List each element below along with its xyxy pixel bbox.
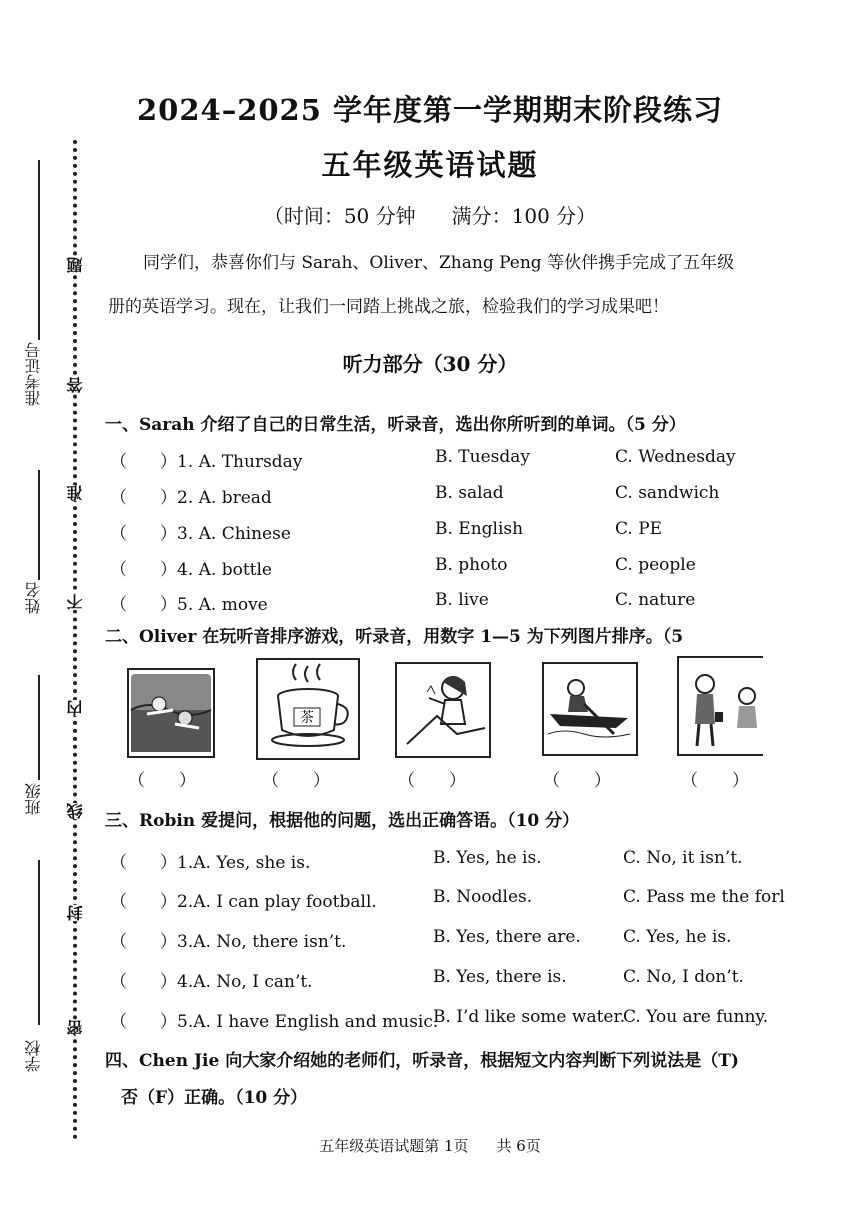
option-a[interactable]: ）3. A. Chinese (160, 524, 291, 544)
option-a[interactable]: ）1.A. Yes, she is. (160, 853, 311, 873)
answer-blank[interactable]: （ (110, 560, 127, 580)
picture-tea-cup (256, 658, 360, 760)
option-c[interactable]: C. Yes, he is. (623, 927, 732, 947)
part3-question-2 (110, 887, 785, 913)
page-footer (0, 1135, 860, 1156)
class-line (38, 675, 40, 780)
seal-char-4: 不 (66, 594, 85, 610)
name-label: 姓名 (24, 582, 43, 614)
part3-question-4 (110, 967, 770, 993)
order-answer-5[interactable]: （ ） (681, 771, 749, 791)
part2-title: 二、Oliver 在玩听音排序游戏，听录音，用数字 1—5 为下列图片排序。（5 (105, 627, 684, 647)
option-b[interactable]: B. live (435, 590, 489, 610)
part1-question-2 (110, 483, 770, 509)
option-b[interactable]: B. I’d like some water. (433, 1007, 626, 1027)
option-c[interactable]: C. Pass me the forl (623, 887, 785, 907)
option-b[interactable]: B. Yes, there are. (433, 927, 581, 947)
seal-char-5: 内 (66, 700, 85, 716)
option-c[interactable]: C. Wednesday (615, 447, 736, 467)
part3-question-5 (110, 1007, 770, 1033)
option-b[interactable]: B. photo (435, 555, 508, 575)
seal-char-6: 线 (66, 803, 85, 819)
option-a[interactable]: ）5. A. move (160, 595, 268, 615)
picture-swimming (127, 668, 215, 758)
option-a[interactable]: ）2. A. bread (160, 488, 272, 508)
exam-number-line (38, 160, 40, 340)
answer-blank[interactable]: （ (110, 972, 127, 992)
answer-blank[interactable]: （ (110, 1012, 127, 1032)
part1-title: 一、Sarah 介绍了自己的日常生活，听录音，选出你所听到的单词。（5 分） (105, 415, 686, 435)
option-b[interactable]: B. Tuesday (435, 447, 530, 467)
option-c[interactable]: C. No, it isn’t. (623, 848, 743, 868)
option-a[interactable]: ）1. A. Thursday (160, 452, 303, 472)
picture-rowing-boat (542, 662, 638, 756)
option-c[interactable]: C. You are funny. (623, 1007, 769, 1027)
part1-question-5 (110, 590, 770, 616)
name-line (38, 470, 40, 580)
option-c[interactable]: C. PE (615, 519, 663, 539)
answer-blank[interactable]: （ (110, 932, 127, 952)
part3-question-3 (110, 927, 770, 953)
answer-blank[interactable]: （ (110, 853, 127, 873)
answer-blank[interactable]: （ (110, 452, 127, 472)
seal-char-8: 密 (66, 1020, 85, 1036)
order-answer-2[interactable]: （ ） (262, 771, 330, 791)
intro-line-1: 同学们，恭喜你们与 Sarah、Oliver、Zhang Peng 等伙伴携手完成了五年级 (143, 253, 735, 273)
full-score: 满分：100 分） (451, 204, 597, 228)
seal-char-3: 准 (66, 485, 85, 501)
option-a[interactable]: ）3.A. No, there isn’t. (160, 932, 347, 952)
seal-char-1: 题 (66, 257, 85, 273)
part1-question-1 (110, 447, 770, 473)
order-answer-4[interactable]: （ ） (543, 771, 611, 791)
answer-blank[interactable]: （ (110, 524, 127, 544)
option-b[interactable]: B. Yes, he is. (433, 848, 542, 868)
listening-heading: 听力部分（30 分） (342, 352, 518, 376)
part4-title-line-1: 四、Chen Jie 向大家介绍她的老师们，听录音，根据短文内容判断下列说法是（T) (105, 1051, 739, 1071)
time-limit: （时间：50 分钟 (263, 204, 416, 228)
option-c[interactable]: C. nature (615, 590, 696, 610)
option-a[interactable]: ）4. A. bottle (160, 560, 272, 580)
option-b[interactable]: B. salad (435, 483, 504, 503)
time-score-info (0, 200, 860, 229)
option-b[interactable]: B. Noodles. (433, 887, 533, 907)
intro-line-2: 册的英语学习。现在，让我们一同踏上挑战之旅，检验我们的学习成果吧！ (108, 297, 669, 317)
class-label: 班级 (24, 783, 43, 815)
order-answer-1[interactable]: （ ） (128, 771, 196, 791)
exam-title: 2024–2025 学年度第一学期期末阶段练习 (136, 93, 724, 127)
answer-blank[interactable]: （ (110, 595, 127, 615)
part3-question-1 (110, 848, 770, 874)
seal-line (73, 140, 81, 1140)
cup-character: 茶 (300, 710, 314, 726)
school-label: 学校 (24, 1040, 43, 1072)
option-c[interactable]: C. people (615, 555, 696, 575)
order-answer-3[interactable]: （ ） (398, 771, 466, 791)
exam-subtitle: 五年级英语试题 (321, 148, 539, 182)
answer-blank[interactable]: （ (110, 488, 127, 508)
part1-question-3 (110, 519, 770, 545)
seal-char-7: 封 (66, 905, 85, 921)
option-a[interactable]: ）2.A. I can play football. (160, 892, 377, 912)
option-a[interactable]: ）5.A. I have English and music. (160, 1012, 439, 1032)
school-line (38, 860, 40, 1025)
picture-father-and-son (677, 656, 763, 756)
option-b[interactable]: B. English (435, 519, 524, 539)
page-total: 共 6页 (496, 1137, 541, 1155)
seal-char-2: 答 (66, 377, 85, 393)
option-c[interactable]: C. sandwich (615, 483, 720, 503)
option-c[interactable]: C. No, I don’t. (623, 967, 744, 987)
option-a[interactable]: ）4.A. No, I can’t. (160, 972, 313, 992)
part3-title: 三、Robin 爱提问，根据他的问题，选出正确答语。（10 分） (105, 811, 580, 831)
part4-title-line-2: 否（F）正确。（10 分） (121, 1088, 308, 1108)
part1-question-4 (110, 555, 770, 581)
page-number: 五年级英语试题第 1页 (319, 1137, 469, 1155)
exam-number-label: 准考证号 (24, 342, 43, 406)
option-b[interactable]: B. Yes, there is. (433, 967, 567, 987)
answer-blank[interactable]: （ (110, 892, 127, 912)
picture-girl-hiking (395, 662, 491, 758)
